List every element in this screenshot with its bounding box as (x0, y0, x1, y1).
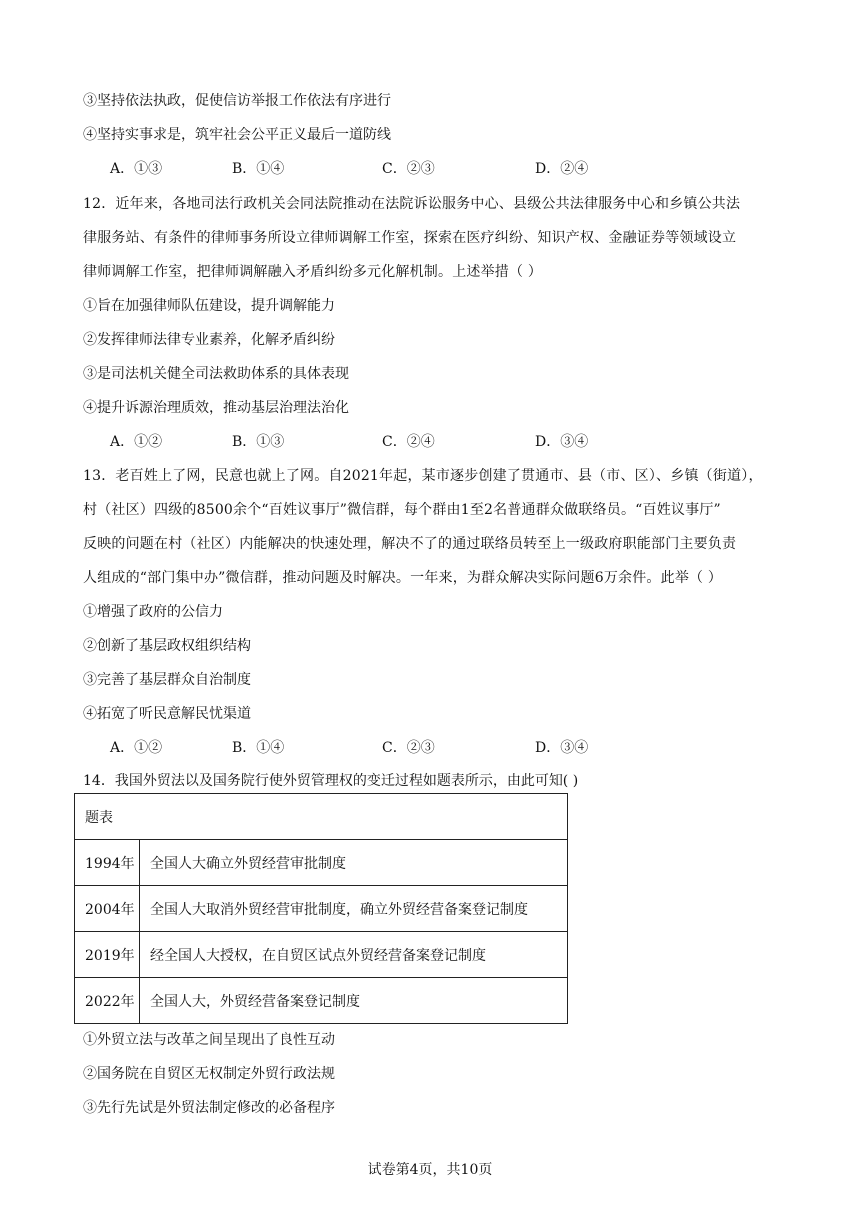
q13-stem-line-1: 13．老百姓上了网，民意也就上了网。自2021年起，某市逐步创建了贯通市、县（市、区）、乡镇（街道）， (83, 468, 763, 484)
q11-option-d[interactable]: D．②④ (535, 161, 589, 177)
q13-stem-line-2: 村（社区）四级的8500余个“百姓议事厅”微信群，每个群由1至2名普通群众做联络员。“百姓议事厅” (83, 502, 721, 518)
page-footer: 试卷第4页，共10页 (367, 1162, 493, 1178)
q13-item-2: ②创新了基层政权组织结构 (83, 638, 251, 654)
q13-options (110, 738, 710, 758)
q12-options (110, 432, 710, 452)
q13-item-1: ①增强了政府的公信力 (83, 604, 223, 620)
table-cell-year: 1994年 (75, 840, 140, 886)
q13-option-a[interactable]: A．①② (110, 740, 163, 756)
q14-item-3: ③先行先试是外贸法制定修改的必备程序 (83, 1100, 335, 1116)
q12-item-2: ②发挥律师法律专业素养，化解矛盾纠纷 (83, 332, 335, 348)
q13-stem-line-4: 人组成的“部门集中办”微信群，推动问题及时解决。一年来，为群众解决实际问题6万余件。此举（ ） (83, 570, 723, 586)
q13-option-b[interactable]: B．①④ (232, 740, 285, 756)
q11-option-b[interactable]: B．①④ (232, 161, 285, 177)
q14-item-1: ①外贸立法与改革之间呈现出了良性互动 (83, 1032, 335, 1048)
q13-option-d[interactable]: D．③④ (535, 740, 589, 756)
q12-stem-line-1: 12．近年来，各地司法行政机关会同法院推动在法院诉讼服务中心、县级公共法律服务中心和乡镇公共法 (83, 196, 741, 212)
table-cell-year: 2022年 (75, 978, 140, 1024)
table-row (75, 932, 568, 978)
q12-item-1: ①旨在加强律师队伍建设，提升调解能力 (83, 298, 335, 314)
table-row (75, 886, 568, 932)
q12-option-a[interactable]: A．①② (110, 434, 163, 450)
q13-item-4: ④拓宽了听民意解民忧渠道 (83, 706, 251, 722)
table-cell-year: 2019年 (75, 932, 140, 978)
q11-option-a[interactable]: A．①③ (110, 161, 163, 177)
q13-item-3: ③完善了基层群众自治制度 (83, 672, 251, 688)
table-cell-text: 全国人大确立外贸经营审批制度 (140, 840, 568, 886)
table-caption: 题表 (75, 794, 568, 840)
q13-option-c[interactable]: C．②③ (382, 740, 435, 756)
q11-options (110, 159, 710, 179)
q12-option-c[interactable]: C．②④ (382, 434, 435, 450)
q14-item-2: ②国务院在自贸区无权制定外贸行政法规 (83, 1066, 335, 1082)
table-cell-year: 2004年 (75, 886, 140, 932)
table-row (75, 840, 568, 886)
q12-item-3: ③是司法机关健全司法救助体系的具体表现 (83, 366, 349, 382)
q12-option-b[interactable]: B．①③ (232, 434, 285, 450)
q11-option-c[interactable]: C．②③ (382, 161, 435, 177)
q12-item-4: ④提升诉源治理质效，推动基层治理法治化 (83, 400, 349, 416)
table-row (75, 978, 568, 1024)
q14-table (74, 793, 568, 1024)
q13-stem-line-3: 反映的问题在村（社区）内能解决的快速处理，解决不了的通过联络员转至上一级政府职能部门主要负责 (83, 536, 737, 552)
q11-item-3: ③坚持依法执政，促使信访举报工作依法有序进行 (83, 93, 391, 109)
table-cell-text: 全国人大，外贸经营备案登记制度 (140, 978, 568, 1024)
q11-item-4: ④坚持实事求是，筑牢社会公平正义最后一道防线 (83, 127, 391, 143)
table-cell-text: 全国人大取消外贸经营审批制度，确立外贸经营备案登记制度 (140, 886, 568, 932)
q12-option-d[interactable]: D．③④ (535, 434, 589, 450)
table-cell-text: 经全国人大授权，在自贸区试点外贸经营备案登记制度 (140, 932, 568, 978)
q12-stem-line-3: 律师调解工作室，把律师调解融入矛盾纠纷多元化解机制。上述举措（ ） (83, 264, 543, 280)
table-caption-row (75, 794, 568, 840)
q12-stem-line-2: 律服务站、有条件的律师事务所设立律师调解工作室，探索在医疗纠纷、知识产权、金融证券等领域设立 (83, 230, 737, 246)
q14-stem: 14．我国外贸法以及国务院行使外贸管理权的变迁过程如题表所示，由此可知( ) (83, 773, 579, 789)
